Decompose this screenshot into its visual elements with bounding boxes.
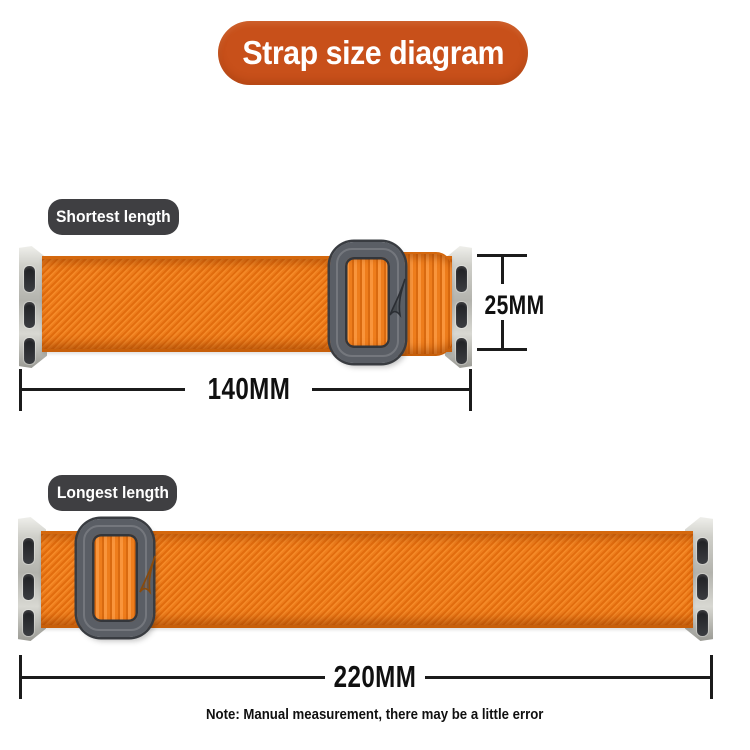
dimension-mark <box>501 254 504 284</box>
dimension-mark <box>425 676 712 679</box>
dimension-mark <box>469 369 472 411</box>
width-dimension-label-long: 220MM <box>333 659 417 694</box>
badge-shortest-length <box>48 199 179 235</box>
dimension-mark <box>501 320 504 350</box>
page-title: Strap size diagram <box>242 34 504 71</box>
adapter-slot <box>23 574 34 600</box>
adapter-slot <box>456 266 467 292</box>
badge-shortest-length-label: Shortest length <box>56 207 171 226</box>
dimension-mark <box>312 388 471 391</box>
measurement-note: Note: Manual measurement, there may be a little error <box>206 706 544 723</box>
adapter-slot <box>456 338 467 364</box>
adapter-slot <box>697 574 708 600</box>
adapter-slot <box>24 338 35 364</box>
dimension-mark <box>19 388 185 391</box>
adapter-slot <box>697 610 708 636</box>
adapter-slot <box>456 302 467 328</box>
adapter-slot <box>697 538 708 564</box>
title-banner <box>218 21 528 85</box>
adapter-slot <box>23 610 34 636</box>
badge-longest-length-label: Longest length <box>56 483 169 502</box>
dimension-mark <box>19 676 325 679</box>
adapter-slot <box>24 302 35 328</box>
shark-fin-logo-icon <box>386 272 408 324</box>
width-dimension-label-short: 140MM <box>207 371 290 406</box>
height-dimension-label: 25MM <box>484 289 546 320</box>
badge-longest-length <box>48 475 177 511</box>
dimension-mark <box>477 348 527 351</box>
dimension-mark <box>710 655 713 699</box>
shark-fin-logo-icon <box>136 549 158 601</box>
adapter-slot <box>23 538 34 564</box>
adapter-slot <box>24 266 35 292</box>
